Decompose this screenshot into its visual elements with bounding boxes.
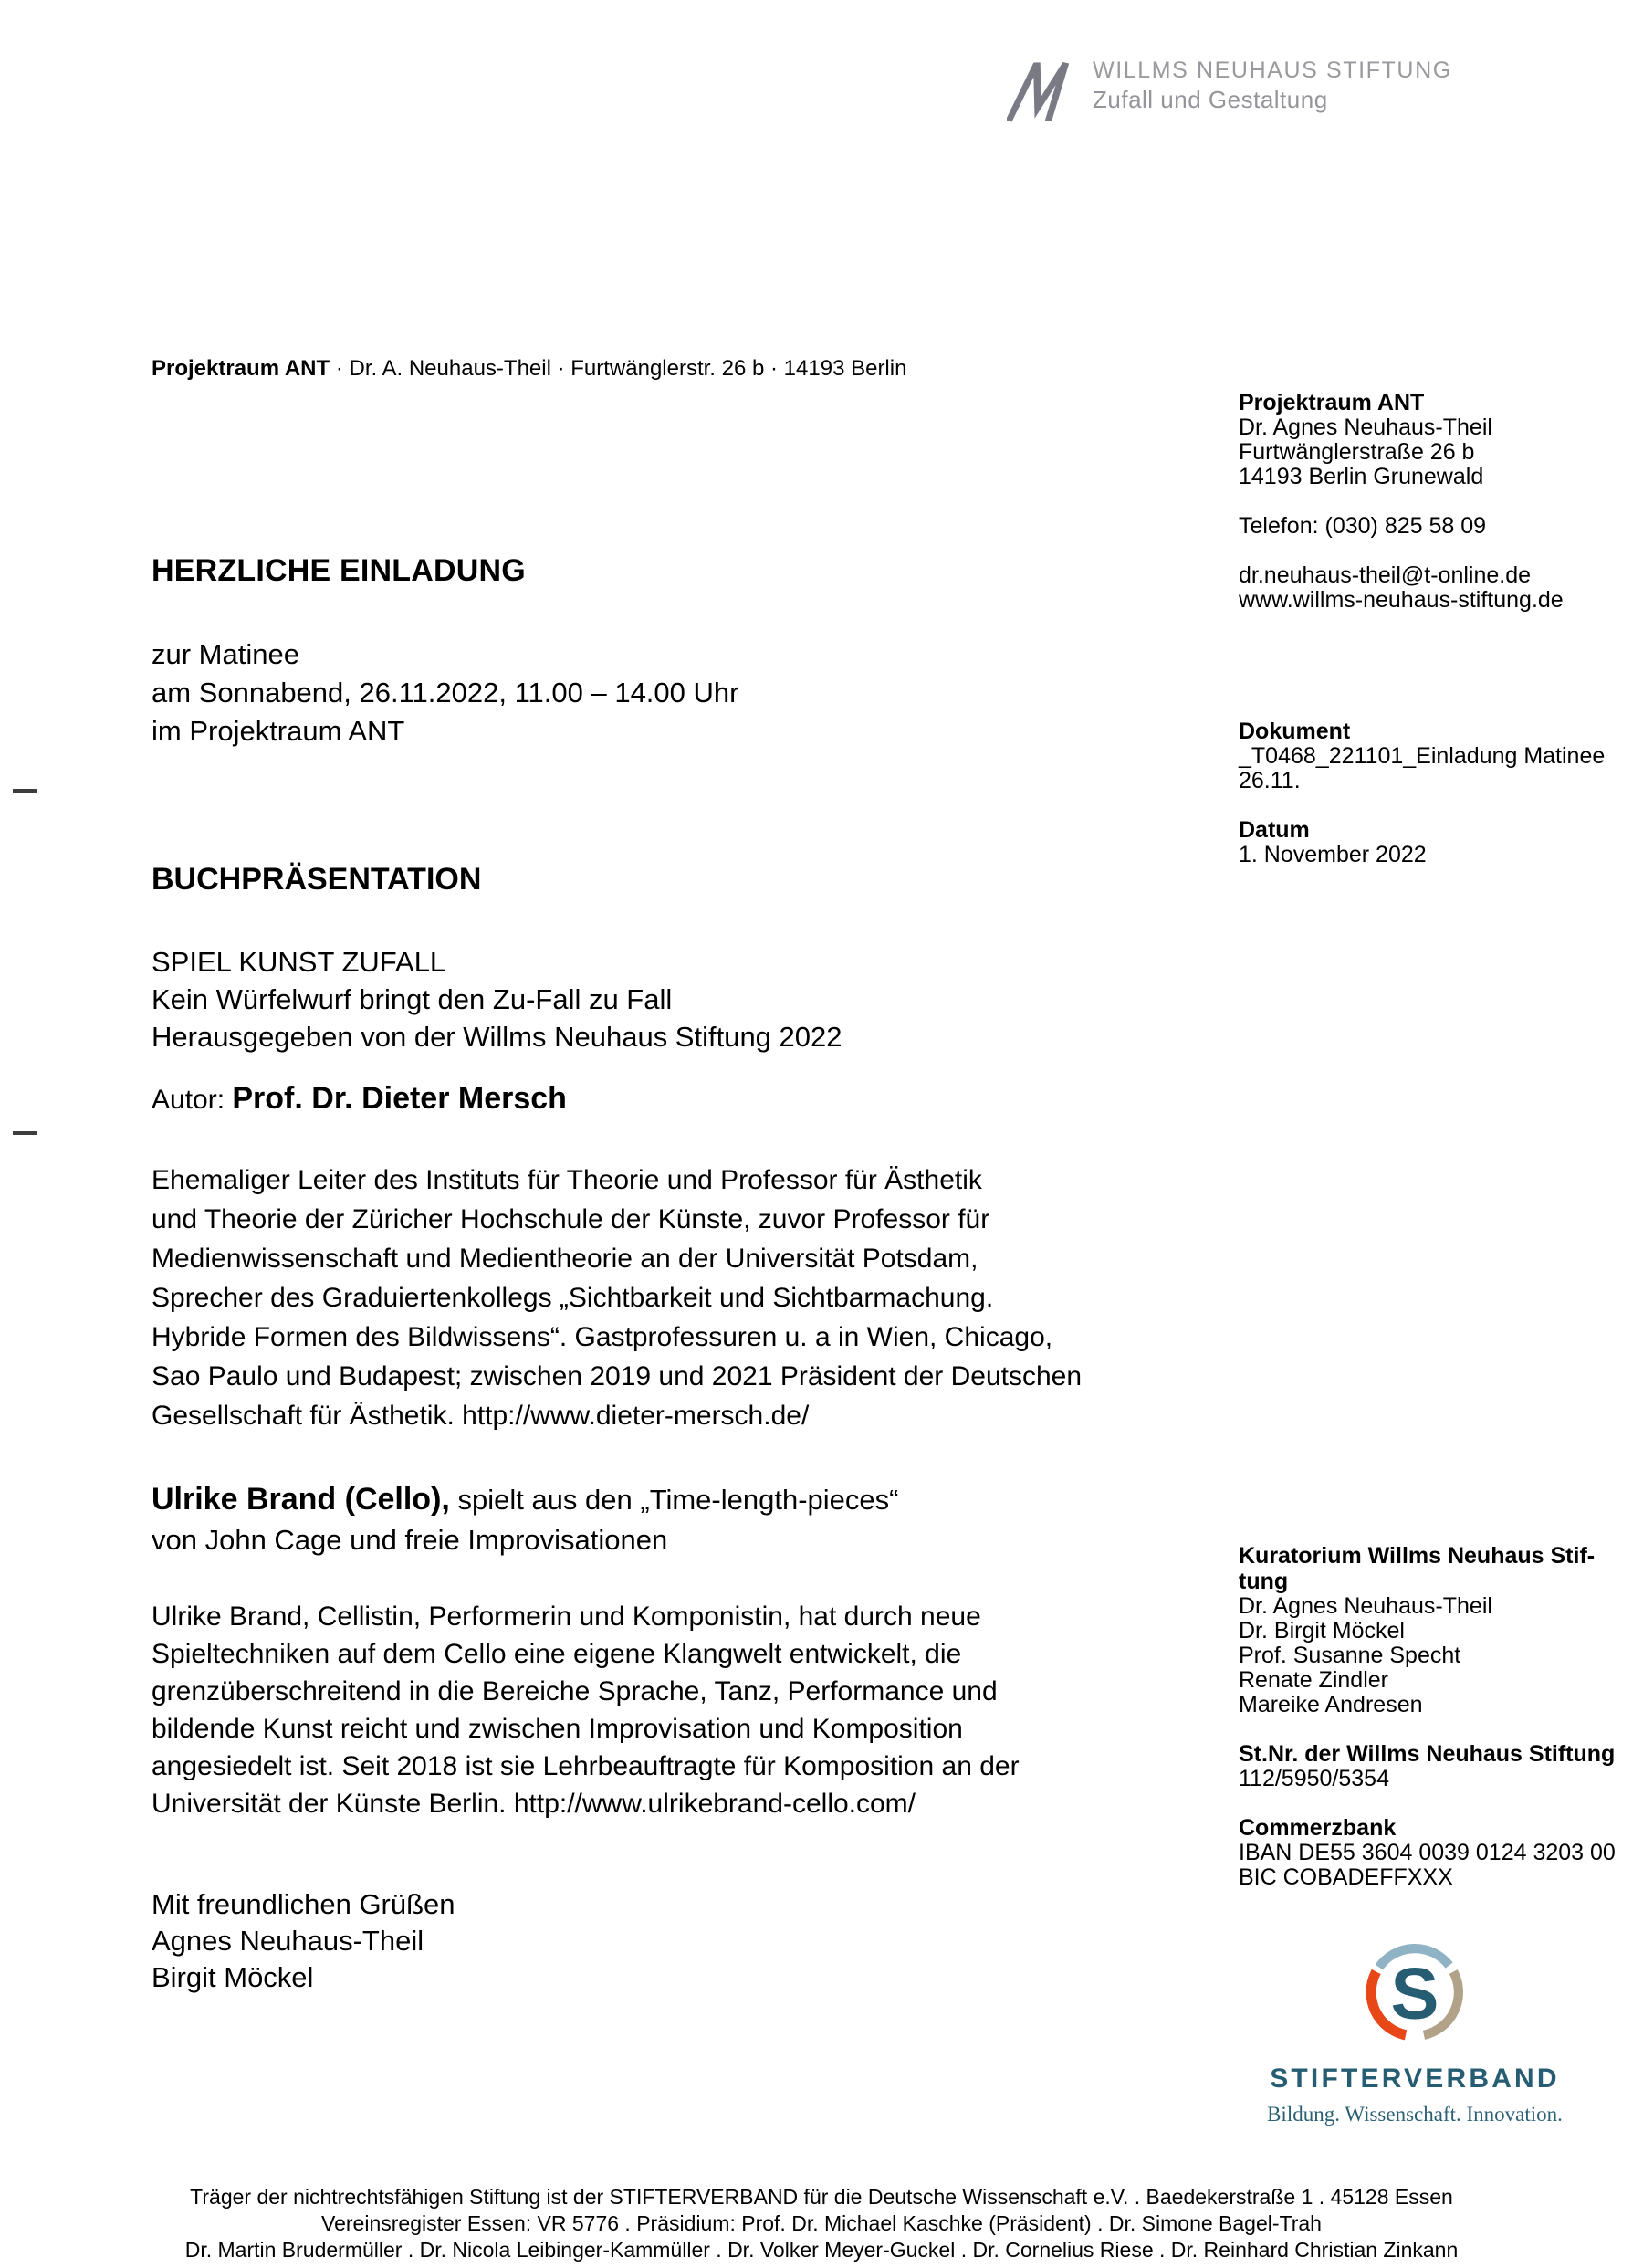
bio-line: Hybride Formen des Bildwissens“. Gastprofessuren u. a in Wien, Chicago, [152,1322,1053,1352]
stifterverband-wordmark: STIFTERVERBAND [1270,2063,1560,2094]
sidebar-kuratorium [1239,1543,1631,1717]
performer-name: Ulrike Brand (Cello), [152,1482,450,1517]
tax-label: St.Nr. der Willms Neuhaus Stiftung [1239,1741,1616,1767]
bio-line: Medienwissenschaft und Medientheorie an der Universität Potsdam, [152,1244,978,1274]
book-details [152,943,842,1055]
closing-greeting: Mit freundlichen Grüßen [152,1888,455,1920]
contact-website: www.willms-neuhaus-stiftung.de [1239,587,1564,613]
bio-line: bildende Kunst reicht und zwischen Improvisation und Komposition [152,1714,963,1744]
org-name: WILLMS NEUHAUS STIFTUNG [1093,58,1452,83]
letterhead [1007,55,1452,124]
bank-bic: BIC COBADEFFXXX [1239,1864,1453,1890]
signature-name: Birgit Möckel [152,1961,314,1993]
invite-heading: HERZLICHE EINLADUNG [152,553,526,588]
contact-phone: Telefon: (030) 825 58 09 [1239,513,1487,539]
book-subtitle: Kein Würfelwurf bringt den Zu-Fall zu Fall [152,983,673,1015]
stifterverband-ring-icon [1364,1941,1466,2043]
contact-city: 14193 Berlin Grunewald [1239,464,1484,489]
bio-line: grenzüberschreitend in die Bereiche Sprache, Tanz, Performance und [152,1676,998,1706]
document-filename: _T0468_221101_Einladung Matinee [1239,743,1606,769]
performer-line2: von John Cage und freie Improvisationen [152,1524,668,1556]
stifterverband-tagline: Bildung. Wissenschaft. Innovation. [1267,2103,1563,2126]
author-name: Prof. Dr. Dieter Mersch [232,1081,567,1116]
event-line: im Projektraum ANT [152,715,405,747]
sender-line [152,356,906,382]
fold-mark-top [13,789,37,793]
performer-line1 [152,1479,898,1520]
bio-line: Gesellschaft für Ästhetik. http://www.dieter-mersch.de/ [152,1401,810,1431]
event-details [152,635,738,751]
performer-bio [152,1598,1020,1822]
contact-person: Dr. Agnes Neuhaus-Theil [1239,415,1492,440]
signature-name: Agnes Neuhaus-Theil [152,1925,424,1957]
bio-line: Universität der Künste Berlin. http://www.ulrikebrand-cello.com/ [152,1789,916,1819]
sidebar-document [1239,719,1631,867]
footer [0,2184,1643,2263]
performer-rest: spielt aus den „Time-length-pieces“ [449,1484,899,1516]
kuratorium-member: Dr. Birgit Möckel [1239,1618,1405,1643]
kuratorium-label-cont: tung [1239,1569,1289,1594]
author-label: Autor: [152,1085,233,1115]
contact-title: Projektraum ANT [1239,390,1425,415]
kuratorium-member: Mareike Andresen [1239,1692,1423,1717]
bio-line: Ehemaliger Leiter des Instituts für Theorie und Professor für Ästhetik [152,1165,982,1195]
contact-email: dr.neuhaus-theil@t-online.de [1239,562,1532,588]
section-heading: BUCHPRÄSENTATION [152,862,482,897]
kuratorium-member: Dr. Agnes Neuhaus-Theil [1239,1593,1492,1619]
bio-line: angesiedelt ist. Seit 2018 ist sie Lehrbeauftragte für Komposition an der [152,1751,1020,1781]
fold-mark-bottom [13,1131,37,1135]
kuratorium-member: Prof. Susanne Specht [1239,1643,1461,1668]
sidebar-tax-bank [1239,1742,1631,1890]
event-line: zur Matinee [152,638,299,670]
book-publisher: Herausgegeben von der Willms Neuhaus Stiftung 2022 [152,1021,842,1053]
date-label: Datum [1239,817,1310,843]
document-label: Dokument [1239,719,1351,744]
kuratorium-label: Kuratorium Willms Neuhaus Stif- [1239,1543,1596,1569]
bank-label: Commerzbank [1239,1815,1397,1841]
author-line [152,1081,567,1117]
bio-line: Sprecher des Graduiertenkollegs „Sichtbarkeit und Sichtbarmachung. [152,1283,994,1313]
book-title: SPIEL KUNST ZUFALL [152,946,446,978]
tax-number: 112/5950/5354 [1239,1766,1389,1791]
bio-line: Spieltechniken auf dem Cello eine eigene Klangwelt entwickelt, die [152,1639,962,1669]
closing-block [152,1886,455,1996]
letterhead-text [1093,55,1452,113]
date-value: 1. November 2022 [1239,842,1427,867]
footer-line2: Vereinsregister Essen: VR 5776 . Präsidium: Prof. Dr. Michael Kaschke (Präsident) . Dr. Simone Bagel-Trah [321,2211,1322,2235]
sidebar-contact [1239,391,1631,613]
bank-iban: IBAN DE55 3604 0039 0124 3203 00 [1239,1840,1616,1865]
document-filename-cont: 26.11. [1239,768,1301,793]
event-line: am Sonnabend, 26.11.2022, 11.00 – 14.00 Uhr [152,677,739,709]
kuratorium-member: Renate Zindler [1239,1667,1388,1693]
bio-line: Ulrike Brand, Cellistin, Performerin und Komponistin, hat durch neue [152,1601,981,1632]
bio-line: Sao Paulo und Budapest; zwischen 2019 und 2021 Präsident der Deutschen [152,1361,1083,1391]
footer-line1: Träger der nichtrechtsfähigen Stiftung ist der STIFTERVERBAND für die Deutsche Wissenschaft e.V. . Baedekerstraße 1 . 45128 Essen [190,2185,1453,2209]
author-bio [152,1160,1082,1435]
stifterverband-s-letter: S [1390,1952,1439,2034]
willms-w-logo-icon [1007,60,1083,124]
footer-line3: Dr. Martin Brudermüller . Dr. Nicola Leibinger-Kammüller . Dr. Volker Meyer-Guckel . Dr. Cornelius Riese . Dr. Reinhard Christian Zinkann [184,2238,1459,2262]
sender-line-rest: · Dr. A. Neuhaus-Theil · Furtwänglerstr. 26 b · 14193 Berlin [330,356,907,381]
performer-heading [152,1479,898,1560]
contact-street: Furtwänglerstraße 26 b [1239,439,1475,465]
sender-line-bold: Projektraum ANT [152,356,330,381]
stifterverband-logo [1264,1941,1565,2126]
bio-line: und Theorie der Züricher Hochschule der Künste, zuvor Professor für [152,1204,990,1234]
org-tagline: Zufall und Gestaltung [1093,86,1328,113]
